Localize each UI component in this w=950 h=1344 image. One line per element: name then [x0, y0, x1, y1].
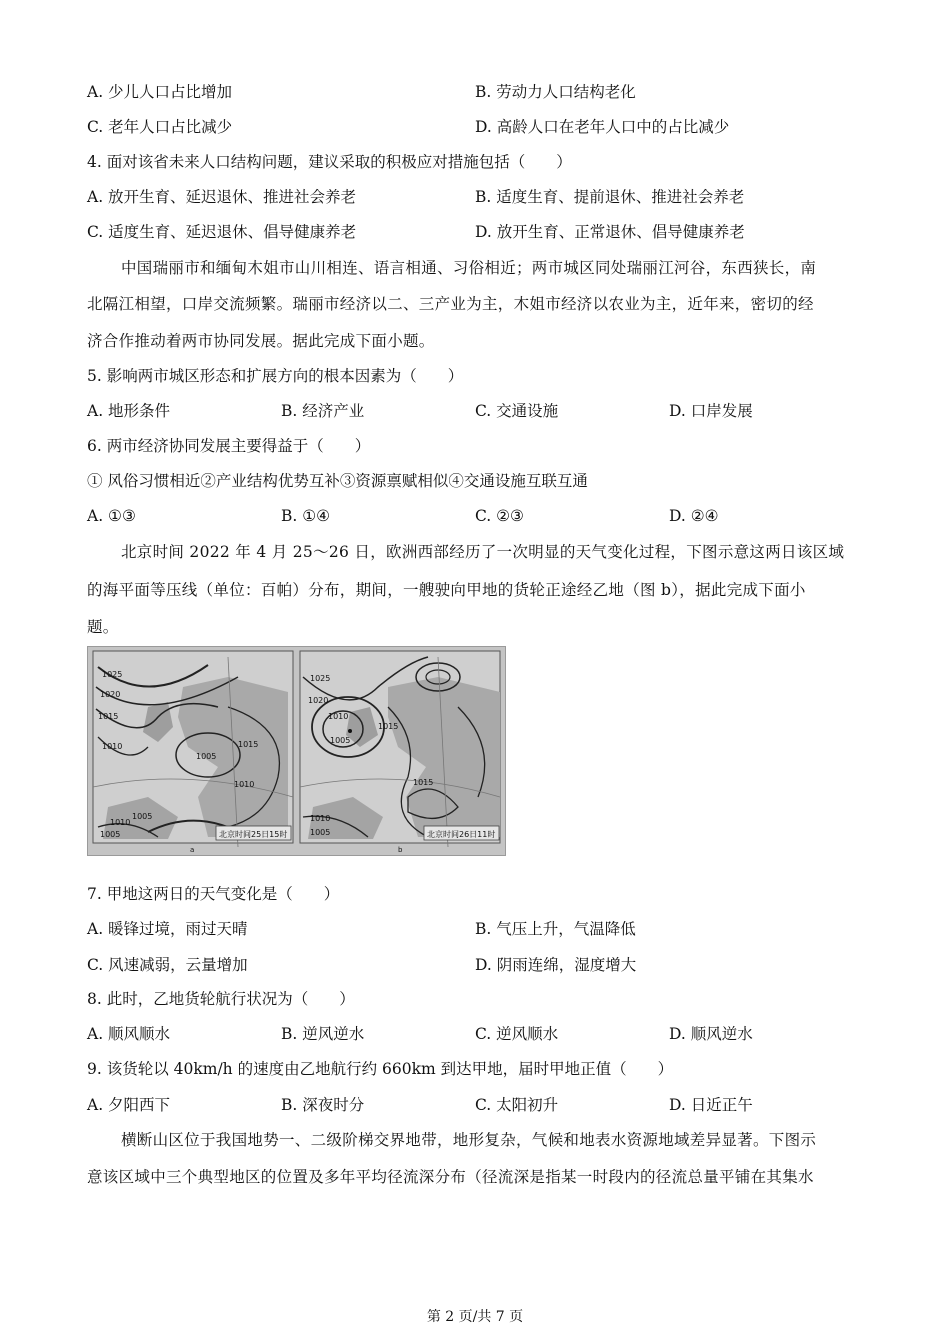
isobar-b-1005: 1005	[330, 736, 351, 745]
page-footer: 第 2 页/共 7 页	[426, 1309, 524, 1325]
q8-option-b: B. 逆风逆水	[281, 1025, 365, 1043]
q5-option-b: B. 经济产业	[281, 402, 365, 420]
passage4-line2: 意该区域中三个典型地区的位置及多年平均径流深分布（径流深是指某一时段内的径流总量平铺在其集水	[87, 1168, 814, 1186]
isobar-b-1025: 1025	[310, 674, 331, 683]
passage3-line1: 北京时间 2022 年 4 月 25～26 日，欧洲西部经历了一次明显的天气变化过程，下图示意这两日该区域	[121, 543, 845, 561]
q5-option-c: C. 交通设施	[475, 402, 559, 420]
isobar-b-1010-south: 1010	[310, 814, 331, 823]
map-b-label: b	[398, 846, 403, 854]
q8-option-d: D. 顺风逆水	[669, 1025, 753, 1043]
q9-option-a: A. 夕阳西下	[87, 1096, 171, 1114]
isobar-a-1020: 1020	[100, 690, 121, 699]
q8-option-c: C. 逆风顺水	[475, 1025, 559, 1043]
q7-option-b: B. 气压上升，气温降低	[475, 920, 636, 938]
q5-option-d: D. 口岸发展	[669, 402, 753, 420]
isobar-a-1010-south: 1010	[110, 818, 131, 827]
isobar-a-1015: 1015	[98, 712, 119, 721]
isobar-a-1005-sw: 1005	[100, 830, 121, 839]
isobar-a-1015-east: 1015	[238, 740, 259, 749]
isobar-a-1005-south: 1005	[132, 812, 153, 821]
q3-option-c: C. 老年人口占比减少	[87, 118, 233, 136]
q6-option-a: A. ①③	[87, 507, 136, 525]
q4-option-c: C. 适度生育、延迟退休、倡导健康养老	[87, 223, 357, 241]
q6-items: ① 风俗习惯相近②产业结构优势互补③资源禀赋相似④交通设施互联互通	[87, 472, 588, 490]
isobar-a-1025: 1025	[102, 670, 123, 679]
q4-option-b: B. 适度生育、提前退休、推进社会养老	[475, 188, 745, 206]
isobar-b-1020: 1020	[308, 696, 329, 705]
isobar-b-1015: 1015	[378, 722, 399, 731]
isobar-a-1010-east: 1010	[234, 780, 255, 789]
q4-option-d: D. 放开生育、正常退休、倡导健康养老	[475, 223, 745, 241]
q9-stem: 9. 该货轮以 40km/h 的速度由乙地航行约 660km 到达甲地，届时甲地正值（ ）	[87, 1060, 674, 1078]
q9-option-b: B. 深夜时分	[281, 1096, 365, 1114]
passage2-line1: 中国瑞丽市和缅甸木姐市山川相连、语言相通、习俗相近；两市城区同处瑞丽江河谷，东西狭长，南	[121, 259, 817, 277]
q9-option-d: D. 日近正午	[669, 1096, 753, 1114]
q7-option-a: A. 暖锋过境，雨过天晴	[87, 920, 248, 938]
passage2-line3: 济合作推动着两市协同发展。据此完成下面小题。	[87, 332, 435, 350]
q3-option-a: A. 少儿人口占比增加	[87, 83, 233, 101]
map-a	[93, 651, 293, 854]
q5-option-a: A. 地形条件	[87, 402, 171, 420]
q3-option-b: B. 劳动力人口结构老化	[475, 83, 636, 101]
q4-stem: 4. 面对该省未来人口结构问题，建议采取的积极应对措施包括（ ）	[87, 153, 572, 171]
q7-option-c: C. 风速减弱，云量增加	[87, 956, 248, 974]
isobar-b-1010: 1010	[328, 712, 349, 721]
isobar-a-1005: 1005	[196, 752, 217, 761]
q6-option-c: C. ②③	[475, 507, 524, 525]
passage4-line1: 横断山区位于我国地势一、二级阶梯交界地带，地形复杂，气候和地表水资源地域差异显著。下图示	[121, 1131, 817, 1149]
q8-option-a: A. 顺风顺水	[87, 1025, 171, 1043]
passage3-line2: 的海平面等压线（单位：百帕）分布，期间，一艘驶向甲地的货轮正途经乙地（图 b），据此完成下面小	[87, 581, 806, 599]
q6-stem: 6. 两市经济协同发展主要得益于（ ）	[87, 437, 371, 455]
isobar-b-1005-south: 1005	[310, 828, 331, 837]
isobar-a-1010: 1010	[102, 742, 123, 751]
q7-stem: 7. 甲地这两日的天气变化是（ ）	[87, 885, 340, 903]
q8-stem: 8. 此时，乙地货轮航行状况为（ ）	[87, 990, 355, 1008]
map-b-caption: 北京时间26日11时	[427, 830, 496, 839]
q4-option-a: A. 放开生育、延迟退休、推进社会养老	[87, 188, 357, 206]
map-b	[300, 651, 500, 854]
map-a-label: a	[190, 846, 195, 854]
q5-stem: 5. 影响两市城区形态和扩展方向的根本因素为（ ）	[87, 367, 464, 385]
passage3-line3: 题。	[87, 618, 119, 636]
map-a-caption: 北京时间25日15时	[219, 830, 288, 839]
passage2-line2: 北隔江相望，口岸交流频繁。瑞丽市经济以二、三产业为主，木姐市经济以农业为主，近年来，密切的经	[87, 295, 814, 313]
q9-option-c: C. 太阳初升	[475, 1096, 559, 1114]
isobar-maps	[88, 647, 505, 855]
q3-option-d: D. 高龄人口在老年人口中的占比减少	[475, 118, 730, 136]
isobar-figure	[87, 646, 506, 856]
q7-option-d: D. 阴雨连绵，湿度增大	[475, 956, 637, 974]
q6-option-b: B. ①④	[281, 507, 331, 525]
q6-option-d: D. ②④	[669, 507, 719, 525]
isobar-b-1015-east: 1015	[413, 778, 434, 787]
